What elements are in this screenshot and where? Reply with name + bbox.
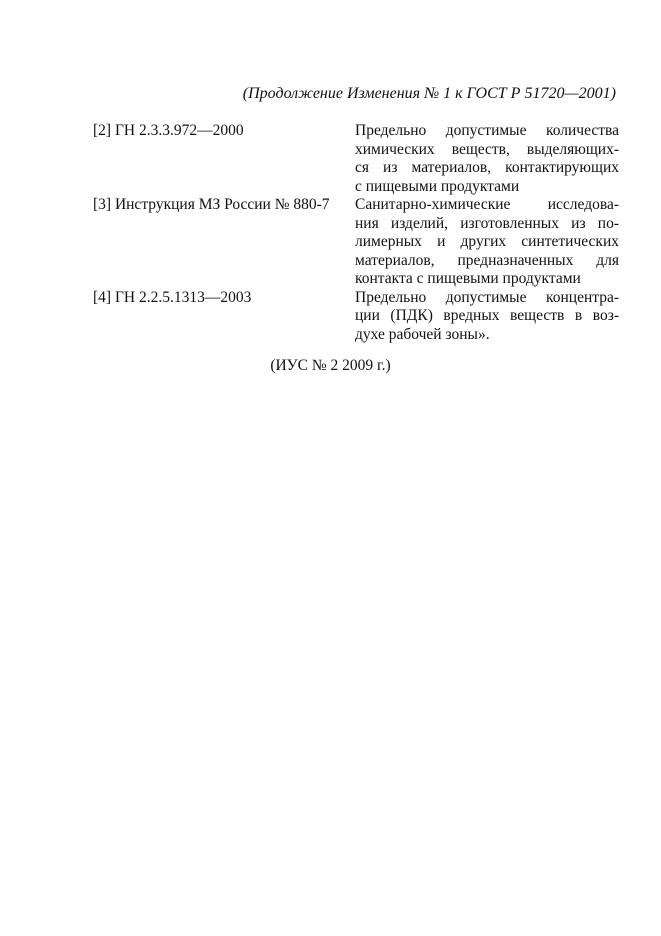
reference-code: [3] Инструкция МЗ России № 880-7 [93,196,330,213]
reference-item [93,122,619,196]
ius-reference: (ИУС № 2 2009 г.) [270,357,391,374]
description-line: Предельно допустимые количества [355,122,619,139]
references-list [93,122,619,344]
reference-item [93,289,619,345]
description-line: духе рабочей зоны». [355,325,490,343]
reference-code: [4] ГН 2.2.5.1313—2003 [93,288,252,306]
description-line: Санитарно-химические исследова- [355,196,619,213]
description-line: ции (ПДК) вредных веществ в воз- [355,307,619,324]
continuation-header: (Продолжение Изменения № 1 к ГОСТ Р 51720—2001) [242,85,616,102]
description-line: контакта с пищевыми продуктами [355,270,581,287]
reference-description [355,289,619,345]
description-line: химических веществ, выделяющих- [355,140,619,158]
description-line: ния изделий, изготовленных из по- [355,214,619,232]
description-line: с пищевыми продуктами [355,177,520,195]
description-line: лимерных и других синтетических [355,233,619,250]
reference-description [355,122,619,196]
reference-code: [2] ГН 2.3.3.972—2000 [93,122,244,139]
reference-description [355,196,619,289]
description-line: Предельно допустимые концентра- [355,288,619,306]
description-line: ся из материалов, контактирующих [355,159,619,176]
reference-item [93,196,619,289]
description-line: материалов, предназначенных для [355,251,619,269]
